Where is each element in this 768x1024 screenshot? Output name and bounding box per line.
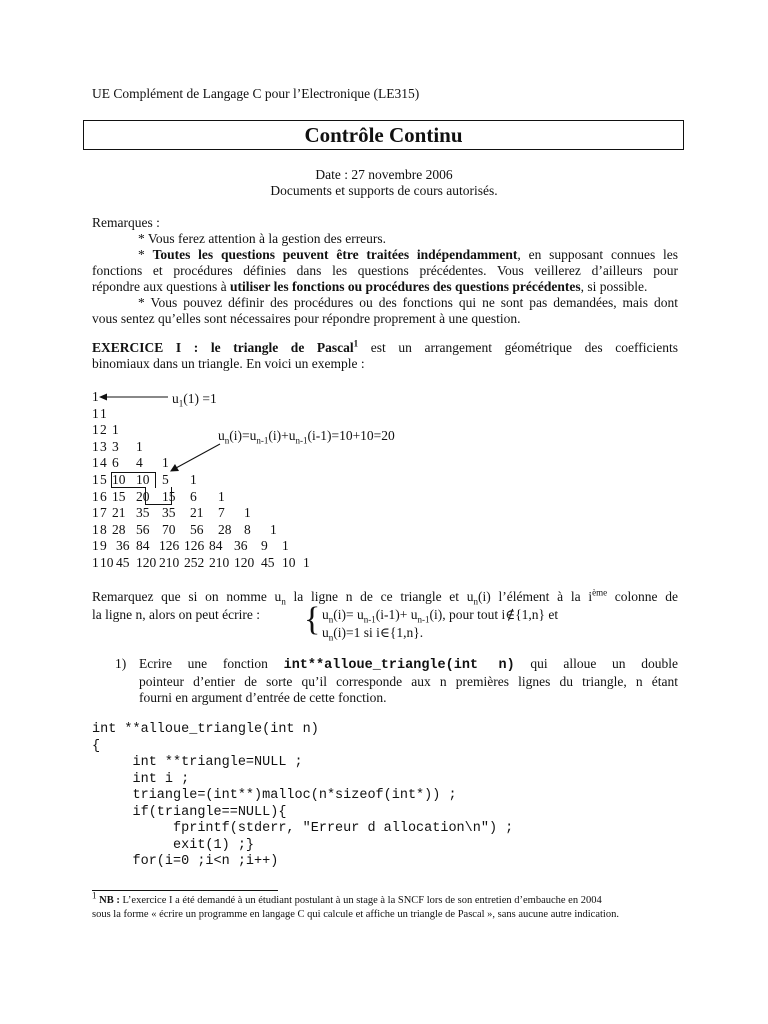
case1-sub: n <box>328 614 334 625</box>
question-1-line-1 <box>139 656 678 674</box>
code-block <box>92 722 513 871</box>
annotation-u1 <box>172 391 217 407</box>
footnote-label: NB : <box>99 895 120 906</box>
ann2-a: u <box>218 428 225 443</box>
code-line: int **alloue_triangle(int n) <box>92 722 319 737</box>
triangle-cell: 5 <box>162 471 169 487</box>
code-line: if(triangle==NULL){ <box>92 804 287 820</box>
triangle-cell: 28 <box>112 521 126 537</box>
case2-b: (i)=1 si i∈{1,n}. <box>333 625 424 640</box>
triangle-cell: 5 <box>100 471 107 487</box>
ann1-rest: (1) =1 <box>183 391 217 406</box>
ann2-sub-n: n <box>224 435 230 446</box>
question-1-line-2: pointeur d’entier de sorte qu’il corresponde aux n premières lignes du triangle, n étant <box>139 674 678 689</box>
remark-3-line-1: * Vous pouvez définir des procédures ou des fonctions qui ne sont pas demandées, mais dont <box>138 295 678 310</box>
exercise-title: EXERCICE I : le triangle de Pascal <box>92 340 354 355</box>
case1-d: (i), pour tout i∉{1,n} et <box>429 607 559 622</box>
triangle-cell: 3 <box>100 438 107 454</box>
triangle-cell: 10 <box>282 554 296 570</box>
triangle-cell: 7 <box>218 505 225 521</box>
triangle-cell: 15 <box>162 488 176 504</box>
triangle-cell: 45 <box>116 554 130 570</box>
triangle-cell: 9 <box>261 538 268 554</box>
triangle-cell: 21 <box>112 505 126 521</box>
code-line: int **triangle=NULL ; <box>92 755 303 770</box>
exercise-intro-line-2: binomiaux dans un triangle. En voici un exemple : <box>92 356 365 371</box>
footnote-line-1 <box>92 890 682 908</box>
code-line: triangle=(int**)malloc(n*sizeof(int*)) ; <box>92 788 457 803</box>
remark-2-line-3 <box>92 279 647 295</box>
footnote-mark: 1 <box>92 890 97 901</box>
brace-symbol: { <box>304 601 321 638</box>
formula-1-sub: n <box>281 596 286 607</box>
arrow-line-2 <box>176 444 220 468</box>
remarks-heading: Remarques : <box>92 215 160 230</box>
remark-2-line-1 <box>138 247 678 263</box>
triangle-cell: 6 <box>112 455 119 471</box>
remark-2-line-3-b: , si possible. <box>580 279 648 294</box>
triangle-cell: 252 <box>184 554 205 570</box>
triangle-cell: 56 <box>190 521 204 537</box>
page-title: Contrôle Continu <box>304 123 463 147</box>
triangle-cell: 210 <box>159 554 180 570</box>
code-line: for(i=0 ;i<n ;i++) <box>92 854 279 869</box>
triangle-cell: 1 <box>92 422 99 438</box>
triangle-cell: 56 <box>136 521 150 537</box>
triangle-cell: 6 <box>190 488 197 504</box>
arrow-head-2 <box>170 464 179 472</box>
ann2-sub-n1b: n-1 <box>295 435 308 446</box>
footnote <box>92 890 682 921</box>
code-line: exit(1) ;} <box>92 837 255 853</box>
documents-note: Documents et supports de cours autorisés. <box>270 183 498 198</box>
remark-2-line-2: fonctions et procédures définies dans les questions précédentes. Vous veillerez d’ailleurs pour <box>92 263 678 278</box>
triangle-cell: 1 <box>92 521 99 537</box>
triangle-cell: 84 <box>136 538 150 554</box>
annotation-recurrence <box>218 428 395 444</box>
formula-1c: (i) l’élément à la i <box>478 589 593 604</box>
ann1-u: u <box>172 391 179 406</box>
case1-b: (i)= u <box>333 607 364 622</box>
triangle-cell: 1 <box>92 505 99 521</box>
q1-func: int**alloue_triangle(int n) <box>283 658 515 673</box>
remark-2-line-3-a: répondre aux questions à <box>92 279 230 294</box>
arrow-head-1 <box>99 394 107 401</box>
footnote-rule <box>92 890 278 891</box>
case1-a: u <box>322 607 329 622</box>
ann2-c: (i)+u <box>268 428 296 443</box>
triangle-cell: 1 <box>244 505 251 521</box>
formula-1a: Remarquez que si on nomme u <box>92 589 282 604</box>
case2-sub: n <box>328 632 334 643</box>
triangle-cell: 1 <box>92 455 99 471</box>
remark-2-rest: , en supposant connues les <box>517 247 679 262</box>
triangle-cell: 1 <box>112 422 119 438</box>
triangle-cell: 45 <box>261 554 275 570</box>
q1-text-a: Ecrire une fonction <box>139 656 284 671</box>
q1-text-b: qui alloue un double <box>514 656 678 671</box>
triangle-cell: 84 <box>209 538 223 554</box>
ann2-d: (i-1)=10+10=20 <box>307 428 395 443</box>
triangle-cell: 1 <box>92 554 99 570</box>
formula-1b: la ligne n de ce triangle et u <box>285 589 474 604</box>
remark-1: * Vous ferez attention à la gestion des erreurs. <box>138 231 387 246</box>
highlight-box-mid <box>111 487 146 488</box>
triangle-cell: 35 <box>162 505 176 521</box>
ann2-b: (i)=u <box>229 428 257 443</box>
triangle-cell: 120 <box>136 554 157 570</box>
case1-c: (i-1)+ u <box>375 607 418 622</box>
question-1-number: 1) <box>115 656 127 671</box>
triangle-cell: 1 <box>92 438 99 454</box>
exercise-intro-rest: est un arrangement géométrique des coefficients <box>358 340 678 355</box>
code-line: { <box>92 738 101 754</box>
question-1-line-3: fourni en argument d’entrée de cette fonction. <box>139 690 387 705</box>
ann1-sub: 1 <box>178 398 184 409</box>
triangle-cell: 1 <box>100 405 107 421</box>
triangle-cell: 1 <box>303 554 310 570</box>
remark-2-bold: Toutes les questions peuvent être traitées indépendamment <box>152 247 518 262</box>
case1-sub2: n-1 <box>363 614 376 625</box>
formula-line-2: la ligne n, alors on peut écrire : <box>92 607 260 622</box>
triangle-cell: 70 <box>162 521 176 537</box>
formula-1-sub2: n <box>473 596 478 607</box>
triangle-cell: 36 <box>116 538 130 554</box>
formula-1d: colonne de <box>607 589 678 604</box>
triangle-cell: 10 <box>100 554 114 570</box>
formula-case-2 <box>322 625 423 641</box>
triangle-cell: 1 <box>92 538 99 554</box>
formula-1-sup: ème <box>592 587 608 598</box>
triangle-cell: 21 <box>190 505 204 521</box>
triangle-cell: 10 <box>112 471 126 487</box>
triangle-cell: 4 <box>100 455 107 471</box>
code-line: int i ; <box>92 771 190 787</box>
triangle-cell: 2 <box>100 422 107 438</box>
triangle-cell: 36 <box>234 538 248 554</box>
triangle-cell: 20 <box>136 488 150 504</box>
triangle-cell: 126 <box>159 538 180 554</box>
triangle-cell: 1 <box>92 405 99 421</box>
triangle-cell: 120 <box>234 554 255 570</box>
course-title: UE Complément de Langage C pour l’Electronique (LE315) <box>92 86 420 101</box>
formula-line-1 <box>92 589 678 605</box>
triangle-cell: 210 <box>209 554 230 570</box>
ann2-sub-n1: n-1 <box>256 435 269 446</box>
triangle-cell: 1 <box>92 389 99 404</box>
triangle-cell: 8 <box>100 521 107 537</box>
case2-a: u <box>322 625 329 640</box>
highlight-box-bottom <box>145 487 172 505</box>
triangle-cell: 15 <box>112 488 126 504</box>
title-box <box>83 120 684 150</box>
footnote-ref: 1 <box>353 338 359 349</box>
remark-2-star: * <box>138 247 153 262</box>
formula-case-1 <box>322 607 558 623</box>
case1-sub3: n-1 <box>417 614 430 625</box>
remark-3-line-2: vous sentez qu’elles sont nécessaires pour répondre proprement à une question. <box>92 311 521 326</box>
triangle-cell: 8 <box>244 521 251 537</box>
triangle-cell: 1 <box>218 488 225 504</box>
triangle-cell: 10 <box>136 471 150 487</box>
triangle-cell: 3 <box>112 438 119 454</box>
triangle-cell: 1 <box>270 521 277 537</box>
triangle-cell: 1 <box>190 471 197 487</box>
footnote-line-2: sous la forme « écrire un programme en langage C qui calcule et affiche un triangle de Pascal », sans aucune autre indication. <box>92 908 619 920</box>
triangle-cell: 1 <box>92 488 99 504</box>
remark-2-line-3-bold: utiliser les fonctions ou procédures des questions précédentes <box>229 279 581 294</box>
triangle-cell: 7 <box>100 505 107 521</box>
triangle-cell: 6 <box>100 488 107 504</box>
triangle-cell: 1 <box>92 471 99 487</box>
exam-date: Date : 27 novembre 2006 <box>315 167 453 182</box>
triangle-cell: 35 <box>136 505 150 521</box>
triangle-cell: 126 <box>184 538 205 554</box>
code-line: fprintf(stderr, "Erreur d allocation\n") ; <box>92 821 514 836</box>
triangle-cell: 1 <box>282 538 289 554</box>
triangle-cell: 28 <box>218 521 232 537</box>
exercise-intro-line-1 <box>92 340 678 356</box>
triangle-cell: 4 <box>136 455 143 471</box>
footnote-text-1: L’exercice I a été demandé à un étudiant postulant à un stage à la SNCF lors de son entretien d’embauche en 2004 <box>119 895 602 906</box>
triangle-cell: 9 <box>100 538 107 554</box>
triangle-cell: 1 <box>136 438 143 454</box>
triangle-cell: 1 <box>162 455 169 471</box>
